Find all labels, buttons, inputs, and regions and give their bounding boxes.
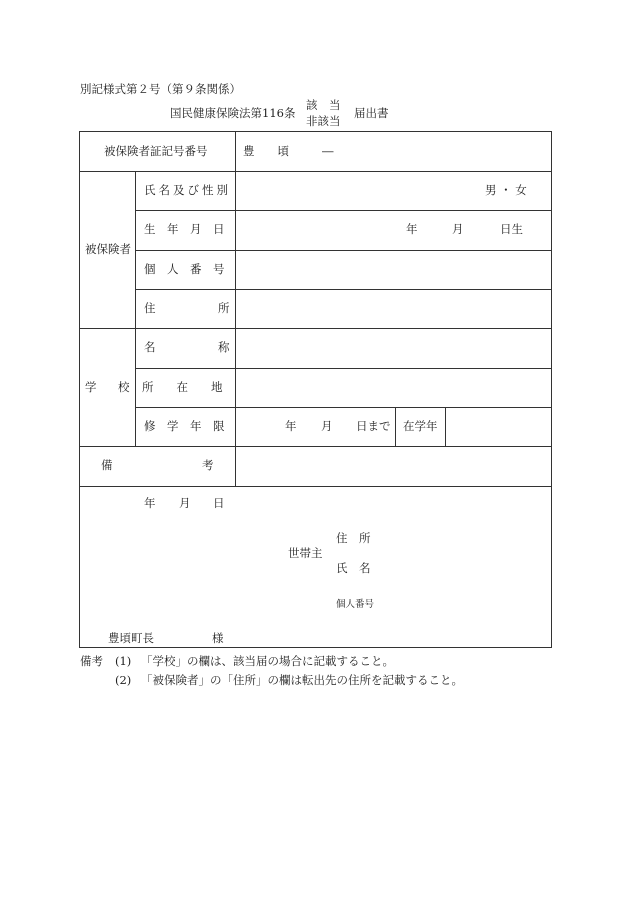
form-reference: 別記様式第２号（第９条関係） — [80, 82, 241, 96]
head-personal-number-label: 個人番号 — [336, 599, 375, 610]
date-day-unit: 日 — [213, 496, 225, 510]
notes-heading: 備考 — [80, 654, 103, 668]
study-month-unit: 月 — [321, 419, 333, 433]
note-2-number: (2) — [115, 673, 132, 687]
card-number-town: 豊 頃 — [243, 144, 289, 158]
birth-day-unit: 日生 — [500, 222, 523, 236]
remarks-label-start: 備 — [101, 458, 113, 472]
date-year-unit: 年 — [144, 496, 156, 510]
form-title-option-applicable: 該 当 — [306, 98, 341, 112]
name-sex-label: 氏名及び性別 — [144, 183, 231, 197]
birth-year-unit: 年 — [406, 222, 418, 236]
personal-number-label: 個 人 番 号 — [144, 262, 225, 276]
note-1-number: (1) — [115, 654, 132, 668]
head-name-label: 氏 名 — [336, 561, 371, 575]
date-month-unit: 月 — [179, 496, 191, 510]
address-label-start: 住 — [144, 301, 156, 315]
form-title-prefix: 国民健康保険法第116条 — [170, 106, 296, 120]
card-number-dash: ― — [322, 144, 334, 158]
insured-group-label: 被保険者 — [85, 242, 131, 256]
enrolled-year-label: 在学年 — [403, 419, 438, 433]
card-number-label: 被保険者証記号番号 — [104, 144, 208, 158]
sex-value[interactable]: 男 ・ 女 — [485, 183, 527, 197]
honorific-label: 様 — [212, 631, 224, 645]
school-name-label-end: 称 — [218, 340, 230, 354]
birth-month-unit: 月 — [452, 222, 464, 236]
remarks-label-end: 考 — [202, 458, 214, 472]
study-period-label: 修 学 年 限 — [144, 419, 225, 433]
note-1-text: 「学校」の欄は、該当届の場合に記載すること。 — [141, 654, 394, 668]
mayor-label: 豊頃町長 — [108, 631, 154, 645]
note-2-text: 「被保険者」の「住所」の欄は転出先の住所を記載すること。 — [141, 673, 463, 687]
school-group-label-start: 学 — [85, 380, 97, 394]
birth-label: 生 年 月 日 — [144, 222, 225, 236]
school-name-label-start: 名 — [144, 340, 156, 354]
study-year-unit: 年 — [285, 419, 297, 433]
head-address-label: 住 所 — [336, 531, 371, 545]
school-group-label-end: 校 — [118, 380, 130, 394]
household-head-label: 世帯主 — [288, 546, 323, 560]
address-label-end: 所 — [218, 301, 230, 315]
school-location-label: 所 在 地 — [142, 380, 223, 394]
study-until-unit: 日まで — [356, 419, 391, 433]
form-title-option-not-applicable: 非該当 — [306, 114, 341, 128]
form-title-suffix: 届出書 — [354, 106, 389, 120]
